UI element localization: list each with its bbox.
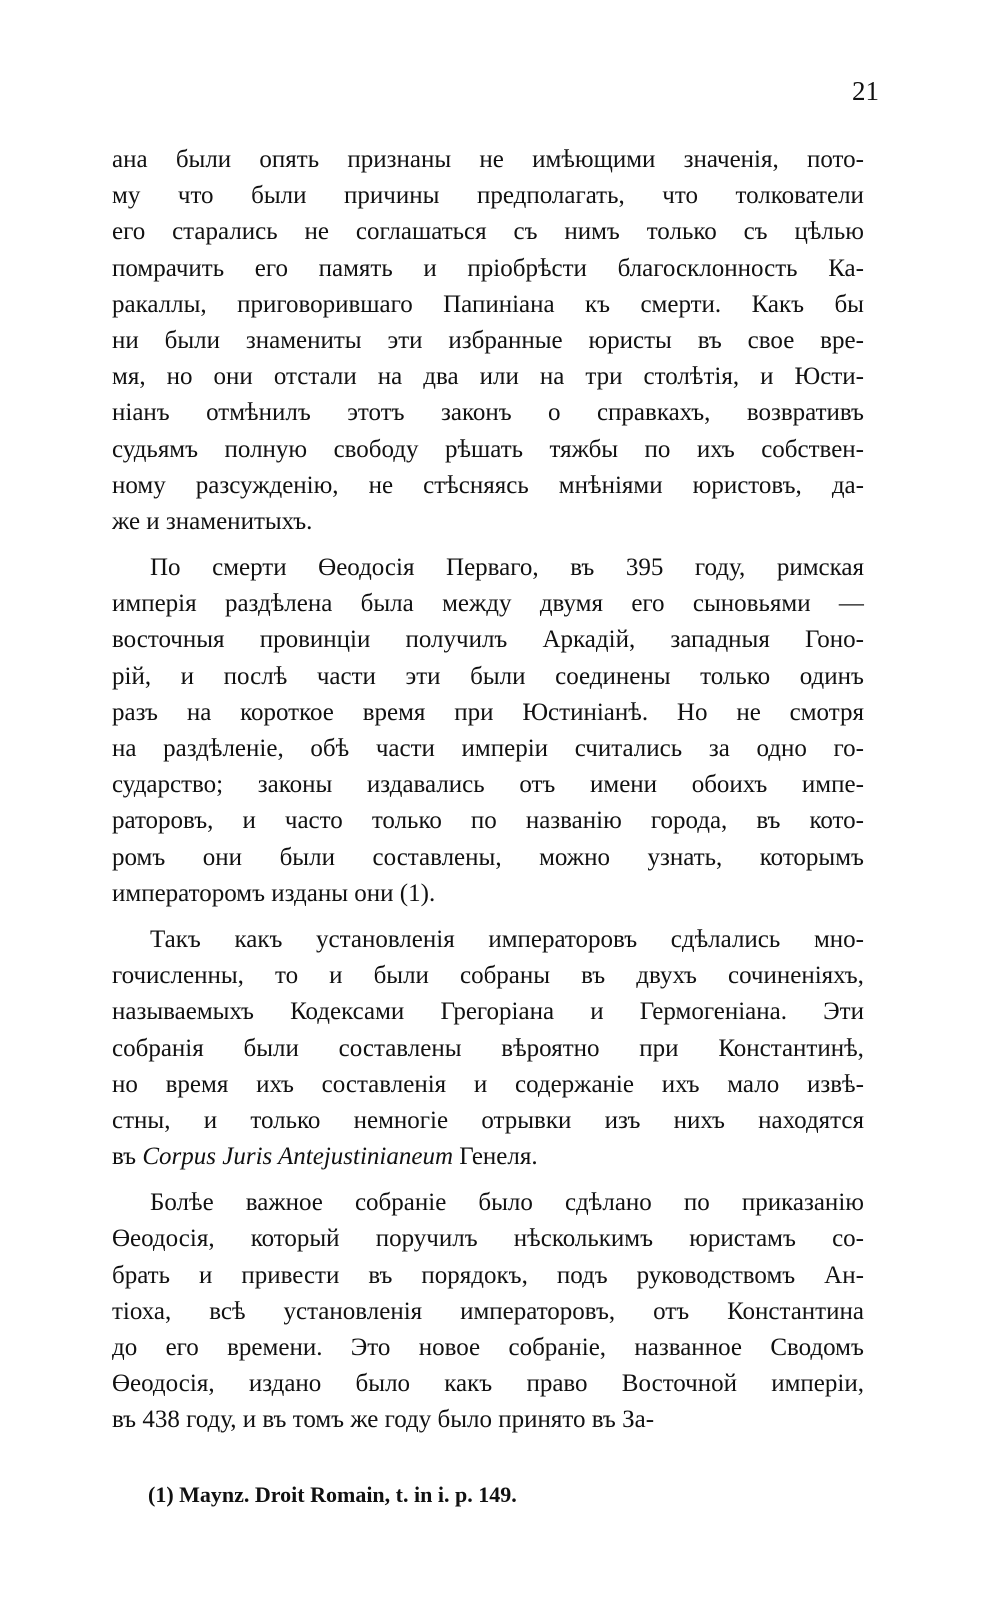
text-line: Болѣе важное собраніе было сдѣлано по приказанію bbox=[150, 1189, 864, 1217]
text-line: ромъ они были составлены, можно узнать, которымъ bbox=[112, 843, 864, 871]
text-line: Өеодосія, который поручилъ нѣсколькимъ юристамъ со- bbox=[112, 1225, 864, 1253]
text-line: ракаллы, приговорившаго Папиніана къ смерти. Какъ бы bbox=[112, 290, 864, 318]
text-line: восточныя провинціи получилъ Аркадій, западныя Гоно- bbox=[112, 626, 864, 654]
text-line: помрачить его память и пріобрѣсти благосклонность Ка- bbox=[112, 254, 864, 282]
paragraph bbox=[112, 550, 864, 912]
text-line: Өеодосія, издано было какъ право Восточной имперіи, bbox=[112, 1370, 864, 1398]
text-line: судьямъ полную свободу рѣшать тяжбы по ихъ собствен- bbox=[112, 435, 864, 463]
text-line: стны, и только немногіе отрывки изъ нихъ находятся bbox=[112, 1106, 864, 1134]
body-text bbox=[112, 142, 864, 1449]
paragraph bbox=[112, 1185, 864, 1438]
text-line: на раздѣленіе, обѣ части имперіи считались за одно го- bbox=[112, 735, 864, 762]
page-number: 21 bbox=[852, 76, 879, 106]
text-line: мя, но они отстали на два или на три столѣтія, и Юсти- bbox=[112, 363, 864, 391]
text-line: же и знаменитыхъ. bbox=[112, 507, 313, 535]
text-line: му что были причины предполагать, что толкователи bbox=[112, 182, 864, 210]
text-line: рій, и послѣ части эти были соединены только одинъ bbox=[112, 662, 864, 690]
text-line: ана были опять признаны не имѣющими значенія, пото- bbox=[112, 146, 864, 173]
text-line: гочисленны, то и были собраны въ двухъ сочиненіяхъ, bbox=[112, 962, 864, 990]
text-line: но время ихъ составленія и содержаніе ихъ мало извѣ- bbox=[112, 1070, 864, 1098]
text-line: въ 438 году, и въ томъ же году было принято въ За- bbox=[112, 1406, 655, 1434]
paragraph bbox=[112, 922, 864, 1175]
text-line: до его времени. Это новое собраніе, названное Сводомъ bbox=[112, 1334, 864, 1361]
text-line: ніанъ отмѣнилъ этотъ законъ о справкахъ, возвративъ bbox=[112, 399, 864, 427]
text-line: тіоха, всѣ установленія императоровъ, отъ Константина bbox=[112, 1297, 864, 1325]
text-line: называемыхъ Кодексами Грегоріана и Гермогеніана. Эти bbox=[112, 998, 864, 1026]
text-line: его старались не соглашаться съ нимъ только съ цѣлью bbox=[112, 218, 864, 246]
text-line: ному разсужденію, не стѣсняясь мнѣніями юристовъ, да- bbox=[112, 471, 864, 499]
italic-title: Corpus Juris Antejustinianeum bbox=[142, 1143, 454, 1171]
text-line: раторовъ, и часто только по названію города, въ кото- bbox=[112, 807, 864, 835]
text-line: сударство; законы издавались отъ имени обоихъ импе- bbox=[112, 771, 864, 799]
text-line: разъ на короткое время при Юстиніанѣ. Но не смотря bbox=[112, 698, 864, 726]
text-line bbox=[112, 1139, 864, 1175]
text-line: брать и привести въ порядокъ, подъ руководствомъ Ан- bbox=[112, 1261, 864, 1289]
text-line: ни были знамениты эти избранные юристы въ свое вре- bbox=[112, 326, 864, 354]
text-segment: въ bbox=[112, 1143, 143, 1171]
text-line: собранія были составлены вѣроятно при Константинѣ, bbox=[112, 1034, 864, 1062]
paragraph bbox=[112, 142, 864, 540]
text-line: Такъ какъ установленія императоровъ сдѣлались мно- bbox=[150, 925, 864, 953]
text-line: императоромъ изданы они (1). bbox=[112, 879, 436, 907]
text-line: имперія раздѣлена была между двумя его сыновьями — bbox=[112, 590, 864, 618]
text-segment: Генеля. bbox=[453, 1143, 538, 1171]
text-line: По смерти Өеодосія Перваго, въ 395 году, римская bbox=[150, 554, 864, 582]
footnote: (1) Maynz. Droit Romain, t. in i. p. 149. bbox=[148, 1482, 517, 1507]
